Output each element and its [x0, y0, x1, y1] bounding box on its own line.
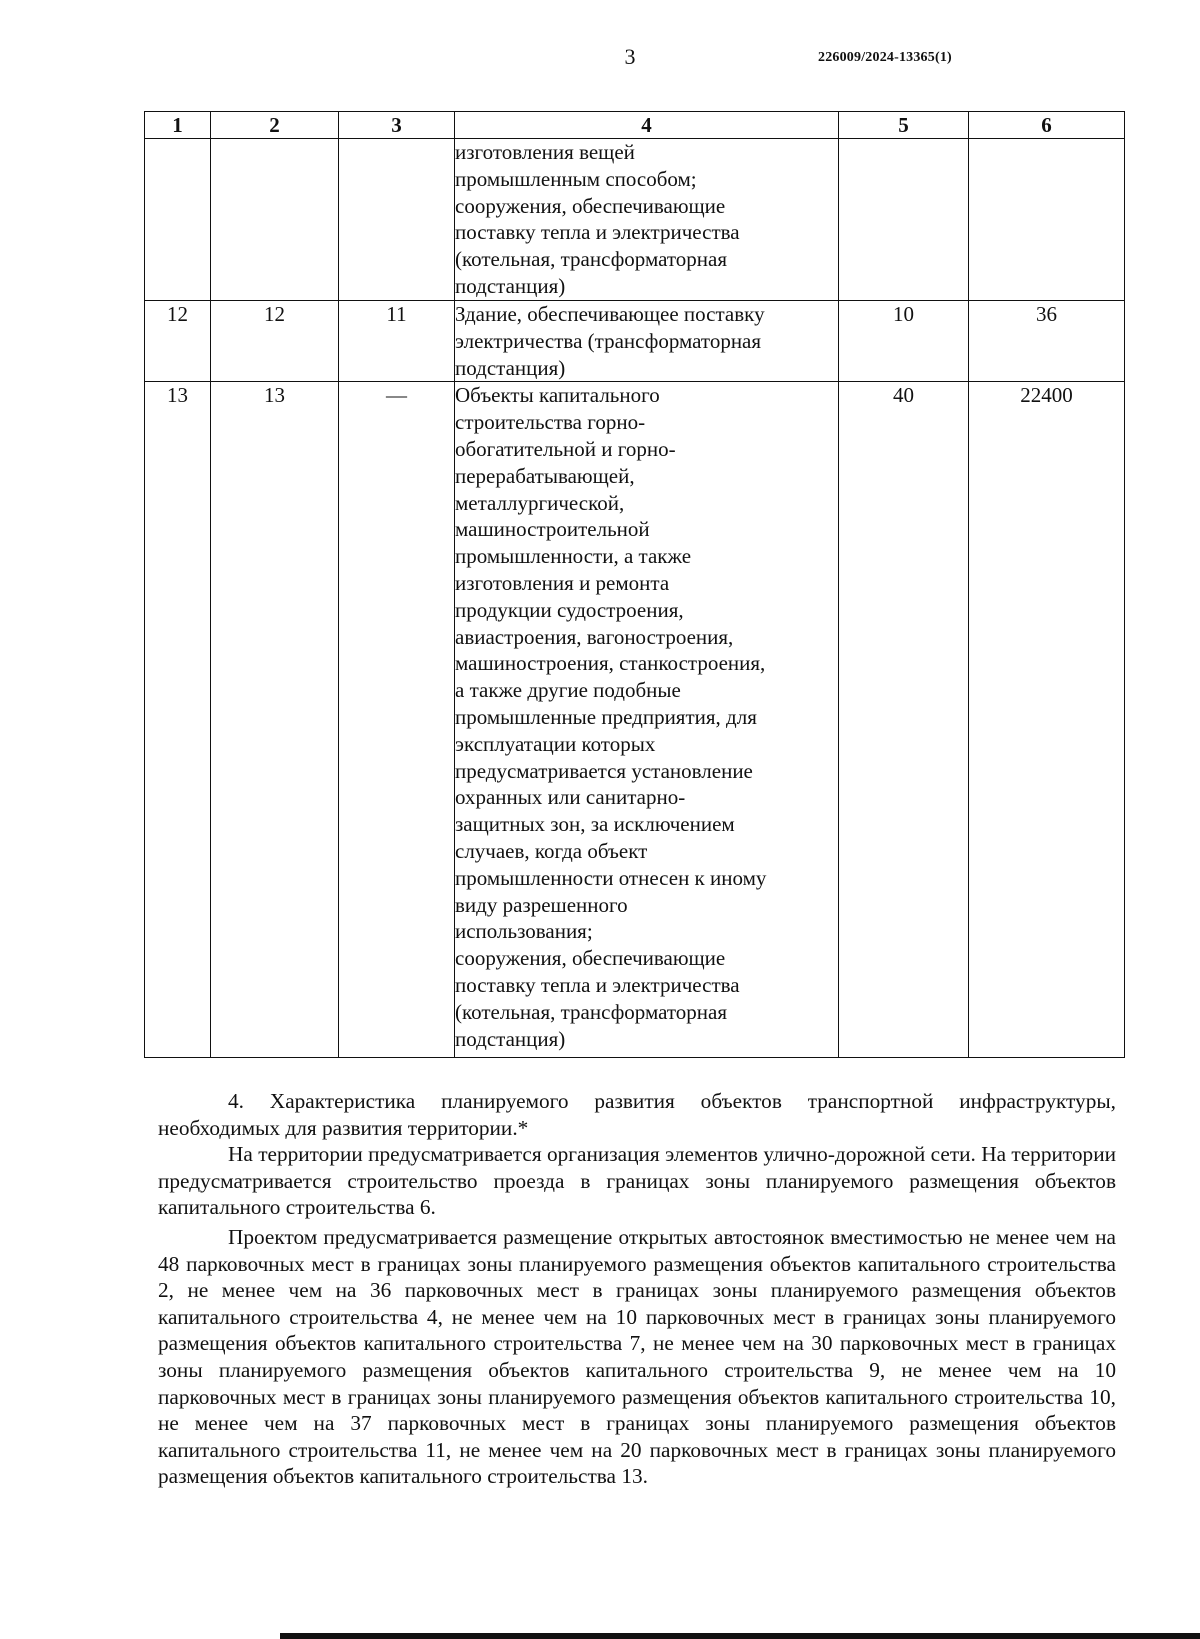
table-cell: [839, 139, 969, 301]
table-cell: [211, 139, 339, 301]
table-cell: 13: [211, 382, 339, 1058]
column-header-3: 3: [339, 112, 455, 139]
page-number: 3: [624, 44, 636, 69]
section-heading-paragraph: 4. Характеристика планируемого развития объектов транспортной инфраструктуры, необходимых для развития территории.*: [158, 1089, 1116, 1140]
table-cell: 12: [211, 301, 339, 382]
table-cell: [145, 139, 211, 301]
table-cell: [339, 139, 455, 301]
table-body: [145, 139, 1125, 1058]
column-header-4: 4: [455, 112, 839, 139]
table-row: [145, 139, 1125, 301]
table-cell: 22400: [969, 382, 1125, 1058]
table-cell: 36: [969, 301, 1125, 382]
table-cell: 10: [839, 301, 969, 382]
table-header-row: [145, 112, 1125, 139]
scan-bottom-edge: [280, 1633, 1200, 1639]
table-cell: 40: [839, 382, 969, 1058]
column-header-6: 6: [969, 112, 1125, 139]
table-header: [145, 112, 1125, 139]
table-cell: —: [339, 382, 455, 1058]
column-header-2: 2: [211, 112, 339, 139]
table-cell: 11: [339, 301, 455, 382]
land-use-table: [144, 111, 1125, 1058]
table-row: [145, 382, 1125, 1058]
table-cell: [969, 139, 1125, 301]
column-header-5: 5: [839, 112, 969, 139]
body-text: [158, 1088, 1116, 1490]
document-number: 226009/2024-13365(1): [818, 50, 952, 65]
column-header-1: 1: [145, 112, 211, 139]
body-paragraph: На территории предусматривается организация элементов улично-дорожной сети. На территории предусматривается строительство проезда в границах зоны планируемого размещения объектов капитального строительства 6.: [158, 1142, 1116, 1220]
table-cell-description: Здание, обеспечивающее поставку электричества (трансформаторная подстанция): [455, 301, 839, 382]
table-cell-description: изготовления вещей промышленным способом; сооружения, обеспечивающие поставку тепла и электричества (котельная, трансформаторная подстанция): [455, 139, 839, 301]
table-row: [145, 301, 1125, 382]
table-cell-description: Объекты капитального строительства горно- обогатительной и горно- перерабатывающей, металлургической, машиностроительной промышленности, а также изготовления и ремонта продукции судостроения, авиастроения, вагоностроения, машиностроения, станкостроения, а также другие подобные промышленные предприятия, для эксплуатации которых предусматривается установление охранных или санитарно- защитных зон, за исключением случаев, когда объект промышленности отнесен к иному виду разрешенного использования; сооружения, обеспечивающие поставку тепла и электричества (котельная, трансформаторная подстанция): [455, 382, 839, 1058]
table-cell: 13: [145, 382, 211, 1058]
body-paragraph: Проектом предусматривается размещение открытых автостоянок вместимостью не менее чем на 48 парковочных мест в границах зоны планируемого размещения объектов капитального строительства 2, не менее чем на 36 парковочных мест в границах зоны планируемого размещения объектов капитального строительства 4, не менее чем на 10 парковочных мест в границах зоны планируемого размещения объектов капитального строительства 7, не менее чем на 30 парковочных мест в границах зоны планируемого размещения объектов капитального строительства 9, не менее чем на 10 парковочных мест в границах зоны планируемого размещения объектов капитального строительства 10, не менее чем на 37 парковочных мест в границах зоны планируемого размещения объектов капитального строительства 11, не менее чем на 20 парковочных мест в границах зоны планируемого размещения объектов капитального строительства 13.: [158, 1224, 1116, 1489]
table-cell: 12: [145, 301, 211, 382]
